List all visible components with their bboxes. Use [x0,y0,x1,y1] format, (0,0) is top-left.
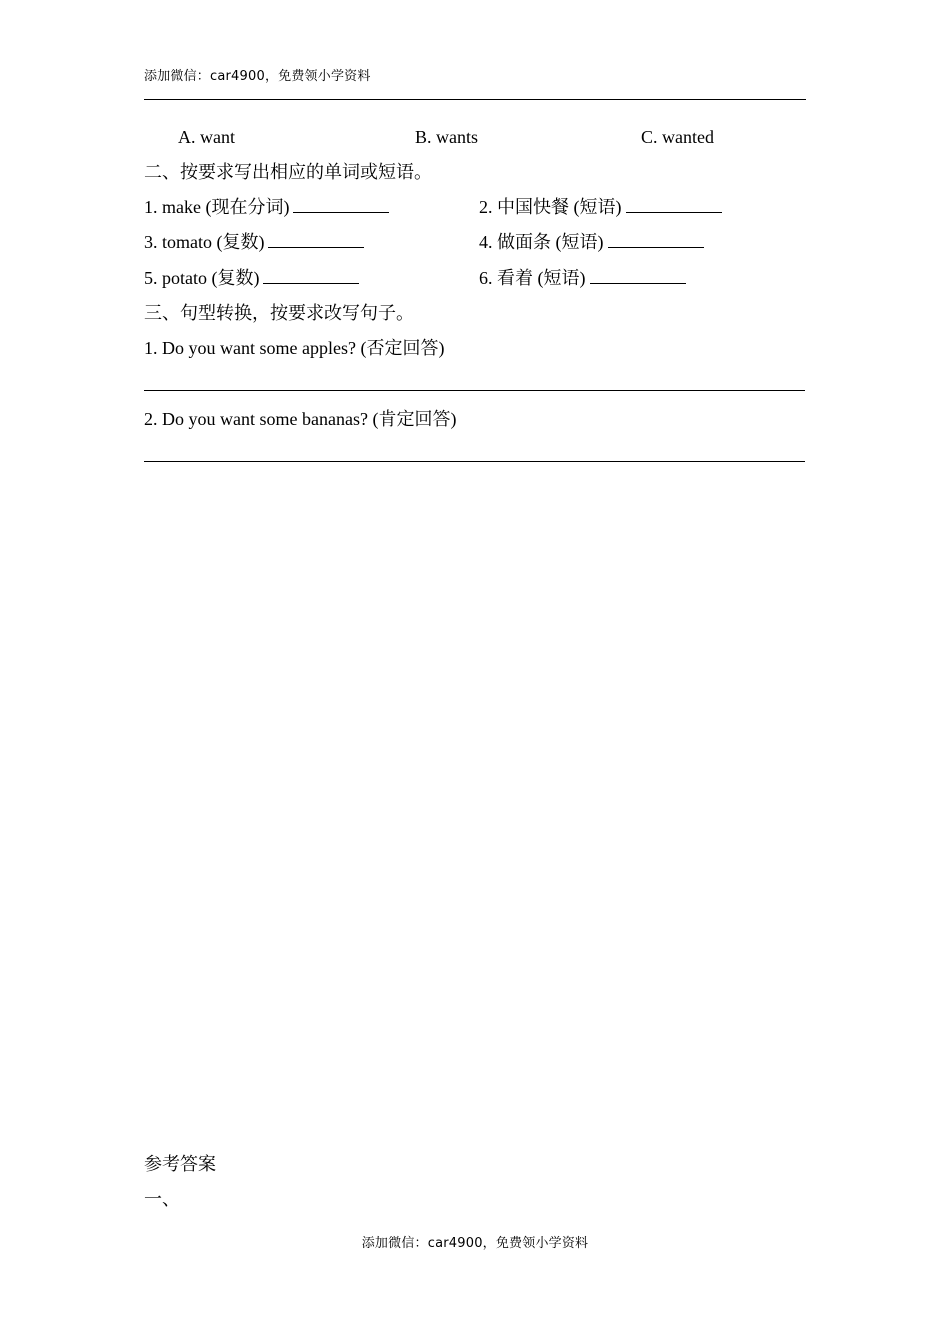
section3-title: 三、句型转换，按要求改写句子。 [144,303,414,323]
item-label: 6. 看着 (短语) [479,268,586,288]
option-a: A. want [178,127,235,147]
option-c: C. wanted [641,127,714,147]
item-label: 3. tomato (复数) [144,232,265,252]
section2-item-4 [479,231,704,253]
item-label: 4. 做面条 (短语) [479,232,604,252]
item-label: 1. make (现在分词) [144,197,290,217]
section2-item-2 [479,196,722,218]
section3-question-2: 2. Do you want some bananas? (肯定回答) [144,409,457,429]
section2-item-6 [479,267,686,289]
answer-blank[interactable] [608,231,704,248]
header-divider [144,99,806,100]
answers-part-1: 一、 [144,1189,180,1209]
section2-item-1 [144,196,389,218]
answer-blank[interactable] [626,196,722,213]
footer-watermark: 添加微信：car4900，免费领小学资料 [361,1236,589,1251]
header-watermark: 添加微信：car4900，免费领小学资料 [144,69,371,84]
answer-blank[interactable] [590,267,686,284]
answer-blank[interactable] [268,231,364,248]
answer-blank[interactable] [263,267,359,284]
answer-line-2[interactable] [144,461,805,462]
section2-item-5 [144,267,359,289]
section2-title: 二、按要求写出相应的单词或短语。 [144,162,432,182]
section3-question-1: 1. Do you want some apples? (否定回答) [144,338,445,358]
item-label: 2. 中国快餐 (短语) [479,197,622,217]
section2-item-3 [144,231,364,253]
answer-blank[interactable] [293,196,389,213]
answer-line-1[interactable] [144,390,805,391]
item-label: 5. potato (复数) [144,268,260,288]
answers-title: 参考答案 [144,1154,216,1174]
option-b: B. wants [415,127,478,147]
